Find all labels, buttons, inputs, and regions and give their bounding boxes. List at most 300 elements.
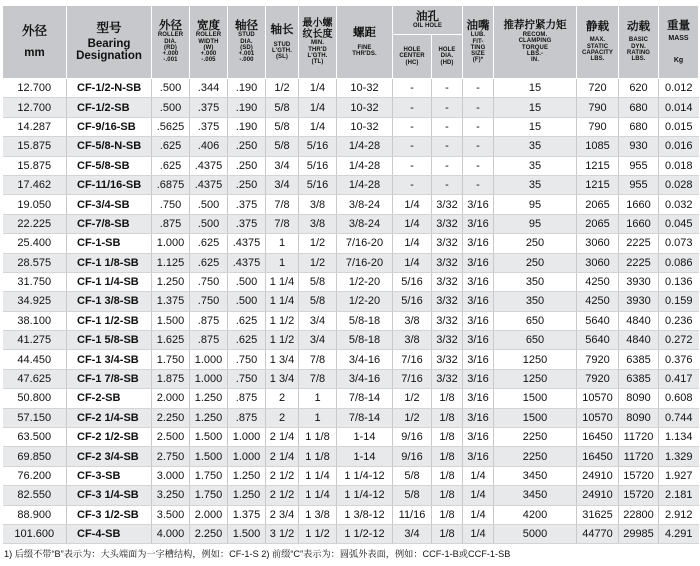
table-cell: 1-14 [337,447,393,466]
table-cell: 1/4 [299,79,337,98]
table-row [3,486,699,505]
table-cell: 5640 [577,311,619,330]
table-cell: - [432,117,463,136]
table-row [3,272,699,291]
table-cell: 5/8 [266,137,299,156]
table-cell: 10-32 [337,79,393,98]
header-static-en: LBS. [590,56,605,63]
table-cell: 1/2 [393,389,432,408]
table-cell: 0.016 [659,137,699,156]
table-cell: 10570 [577,408,619,427]
table-row [3,137,699,156]
table-body [3,79,699,544]
table-cell: .250 [228,175,266,194]
table-cell: 29985 [619,524,659,543]
part-number-cell: CF-3 1/4-SB [67,486,152,505]
header-thr [337,6,393,79]
table-cell: 7/16-20 [337,234,393,253]
header-od-unit: mm [24,46,45,59]
table-cell: 0.015 [659,117,699,136]
header-pn-zh: 型号 [96,21,122,36]
table-cell: 1 1/2 [266,331,299,350]
header-sd-en: (SD) [240,44,253,51]
table-cell: 0.073 [659,234,699,253]
table-row [3,331,699,350]
header-lub-zh: 油嘴 [466,20,490,33]
table-cell: 2.181 [659,486,699,505]
table-cell: 1/4 [393,253,432,272]
header-tl-en: (TL) [311,59,324,66]
table-cell: 2.000 [152,389,190,408]
part-number-cell: CF-1/2-N-SB [67,79,152,98]
table-cell: 650 [494,311,577,330]
table-cell: 1.500 [190,428,228,447]
table-cell: .250 [228,156,266,175]
table-cell: 3060 [577,253,619,272]
table-cell: 24910 [577,466,619,485]
header-rd-en: DIA. [164,38,177,45]
part-number-cell: CF-4-SB [67,524,152,543]
table-cell: 15 [494,117,577,136]
table-cell: 1.250 [228,486,266,505]
table-cell: 3/16 [463,331,494,350]
table-cell: 2 [266,389,299,408]
header-rw-en: (W) [203,44,214,51]
table-cell: 5/8 [299,272,337,291]
table-cell: 25.400 [3,234,67,253]
table-cell: 2.250 [152,408,190,427]
header-sl-zh: 轴长 [270,23,294,36]
table-cell: 1.329 [659,447,699,466]
table-cell: 3/16 [463,195,494,214]
table-cell: 5/16 [299,137,337,156]
table-cell: 620 [619,79,659,98]
table-cell: 1 3/8 [299,505,337,524]
table-cell: 4840 [619,331,659,350]
table-cell: 5/16 [299,175,337,194]
table-cell: 2 1/4 [266,447,299,466]
table-cell: 3/16 [463,389,494,408]
table-cell: 1.625 [152,331,190,350]
table-cell: 1.750 [152,350,190,369]
part-number-cell: CF-3-SB [67,466,152,485]
table-cell: - [432,175,463,194]
table-cell: 1/4 [393,195,432,214]
table-cell: 3/4 [299,311,337,330]
part-number-cell: CF-1 1/2-SB [67,311,152,330]
table-cell: 2 1/4 [266,428,299,447]
table-cell: 50.800 [3,389,67,408]
table-cell: .375 [190,98,228,117]
table-cell: 3/32 [432,292,463,311]
table-cell: 3/4 [393,524,432,543]
table-row [3,214,699,233]
table-row [3,466,699,485]
table-cell: 3/8 [299,195,337,214]
table-row [3,234,699,253]
table-cell: 3450 [494,466,577,485]
part-number-cell: CF-3 1/2-SB [67,505,152,524]
table-cell: 15.875 [3,156,67,175]
table-cell: 1.000 [152,234,190,253]
header-dynamic-en: LBS. [631,56,646,63]
header-tl-en: MIN. [310,40,325,47]
header-sd-en: STUD [238,32,255,39]
table-cell: 1.927 [659,466,699,485]
table-cell: - [463,117,494,136]
table-cell: 1 [299,389,337,408]
table-cell: 2250 [494,447,577,466]
table-cell: 3/16 [463,214,494,233]
table-cell: 57.150 [3,408,67,427]
header-od-zh: 外径 [21,24,47,39]
header-thr-en: THR'DS. [352,51,377,58]
table-cell: .625 [190,234,228,253]
header-rw-en: -.005 [201,57,216,64]
table-row [3,156,699,175]
table-cell: 7/16 [393,350,432,369]
table-cell: 2065 [577,195,619,214]
table-row [3,428,699,447]
header-thr-en: FINE [357,44,372,51]
header-hc-en: CENTER [399,53,425,60]
table-cell: 17.462 [3,175,67,194]
table-cell: .500 [228,292,266,311]
table-cell: .625 [152,156,190,175]
table-cell: 1 1/4-12 [337,466,393,485]
table-cell: 15720 [619,466,659,485]
header-rd-en: (RD) [163,44,178,51]
table-cell: - [393,79,432,98]
table-cell: 1660 [619,195,659,214]
table-cell: 3/32 [432,311,463,330]
table-cell: .344 [190,79,228,98]
header-torque-en: IN. [531,57,539,64]
header-torque-en: LBS.- [526,50,544,57]
table-cell: 7/8-14 [337,389,393,408]
table-cell: 47.625 [3,369,67,388]
table-cell: - [463,175,494,194]
table-cell: 1/8 [432,389,463,408]
header-mass-zh: 重量 [667,20,690,33]
header-hd-en: HOLE [438,47,456,54]
table-cell: 5/8-18 [337,331,393,350]
header-sl-en: STUD [273,41,291,48]
part-number-cell: CF-1/2-SB [67,98,152,117]
table-cell: 790 [577,117,619,136]
table-cell: 3/16 [463,292,494,311]
header-tl-en: THR'D [308,46,327,53]
table-cell: - [432,98,463,117]
table-cell: 0.744 [659,408,699,427]
table-cell: 88.900 [3,505,67,524]
header-hc-en: (HC) [405,59,419,66]
table-cell: 95 [494,195,577,214]
table-cell: 1250 [494,350,577,369]
table-cell: 1500 [494,408,577,427]
table-cell: 5000 [494,524,577,543]
table-cell: 3/4 [266,156,299,175]
table-cell: 3930 [619,272,659,291]
part-number-cell: CF-5/8-N-SB [67,137,152,156]
table-cell: 790 [577,98,619,117]
header-torque-en: TORQUE [521,44,549,51]
table-cell: .375 [228,195,266,214]
table-cell: 5/16 [393,292,432,311]
footnote: 1) 后缀不带“B”表示为：大头端面为一字槽结构，例如：CF-1-S 2) 前缀“C”表示为：圆弧外表面，例如：CCF-1-B或CCF-1-SB [4,549,511,559]
table-cell: 650 [494,331,577,350]
header-dynamic-en: DYN. [631,43,646,50]
header-lub-en: FIT- [472,38,484,45]
table-cell: 1/4 [393,234,432,253]
table-cell: 3/16 [463,350,494,369]
table-cell: 7920 [577,350,619,369]
table-cell: 3/16 [463,311,494,330]
table-cell: 7/16 [393,369,432,388]
table-cell: .375 [190,117,228,136]
table-cell: 7/8 [299,350,337,369]
part-number-cell: CF-1-SB [67,234,152,253]
header-pn-en1: Bearing [87,37,131,50]
table-cell: 1 1/2-12 [337,524,393,543]
part-number-cell: CF-2 1/2-SB [67,428,152,447]
table-cell: 5/8 [393,466,432,485]
table-cell: 3060 [577,234,619,253]
table-cell: 1.250 [228,466,266,485]
header-rw-zh: 宽度 [197,20,220,33]
table-cell: 2225 [619,234,659,253]
header-dynamic [619,6,659,79]
table-cell: 3/8 [393,311,432,330]
table-cell: 680 [619,98,659,117]
table-row [3,253,699,272]
table-cell: 1 1/8 [299,428,337,447]
table-cell: 7/16-20 [337,253,393,272]
table-cell: 3/32 [432,234,463,253]
table-cell: 1 3/8-12 [337,505,393,524]
table-cell: 35 [494,175,577,194]
table-cell: 1/8 [432,428,463,447]
table-cell: 3/4 [299,331,337,350]
table-cell: 7/8-14 [337,408,393,427]
table-cell: 5/8 [266,117,299,136]
table-row [3,79,699,98]
table-cell: 1215 [577,175,619,194]
table-cell: 3/32 [432,369,463,388]
header-od [3,6,67,79]
table-cell: 3/8 [393,331,432,350]
table-cell: 11/16 [393,505,432,524]
table-row [3,389,699,408]
table-cell: .6875 [152,175,190,194]
table-cell: 3/8-24 [337,195,393,214]
part-number-cell: CF-2 1/4-SB [67,408,152,427]
table-cell: 250 [494,234,577,253]
table-cell: .875 [152,214,190,233]
table-cell: .4375 [228,234,266,253]
table-cell: - [393,117,432,136]
table-cell: 1/2 [266,79,299,98]
header-oil [393,6,463,35]
table-row [3,408,699,427]
header-tl-en: L'GTH. [307,53,328,59]
header-lub [463,6,494,79]
table-cell: 1 [266,234,299,253]
table-cell: 2.000 [190,505,228,524]
header-mass-unit: Kg [673,56,684,64]
header-oil-en: OIL HOLE [412,22,443,29]
table-cell: 1.250 [190,408,228,427]
table-cell: 3/16 [463,272,494,291]
table-cell: 5/8 [393,486,432,505]
header-rw-en: ROLLER [195,32,222,39]
table-cell: 7/8 [299,369,337,388]
header-lub-en: TING [470,44,486,51]
table-row [3,311,699,330]
header-mass [659,6,699,79]
table-cell: 31625 [577,505,619,524]
table-cell: 22.225 [3,214,67,233]
header-tl-zh: 最小螺纹长度 [302,18,333,41]
table-cell: 0.086 [659,253,699,272]
table-cell: 1.125 [152,253,190,272]
table-cell: 1.000 [228,428,266,447]
table-cell: - [463,79,494,98]
part-number-cell: CF-9/16-SB [67,117,152,136]
table-cell: 1/8 [432,466,463,485]
part-number-cell: CF-5/8-SB [67,156,152,175]
table-cell: 0.417 [659,369,699,388]
part-number-cell: CF-1 3/8-SB [67,292,152,311]
table-cell: .750 [152,195,190,214]
header-rd-en: -.001 [163,57,178,64]
table-cell: 3.250 [152,486,190,505]
table-cell: 1.375 [228,505,266,524]
table-cell: 16450 [577,447,619,466]
table-cell: .4375 [190,175,228,194]
table-cell: .5625 [152,117,190,136]
table-cell: .625 [152,137,190,156]
table-cell: 1 1/2 [299,524,337,543]
table-cell: 3/32 [432,214,463,233]
table-cell: 3930 [619,292,659,311]
table-cell: 4200 [494,505,577,524]
table-cell: 250 [494,253,577,272]
table-cell: 1/4-28 [337,137,393,156]
table-cell: 1-14 [337,428,393,447]
part-number-cell: CF-1 1/4-SB [67,272,152,291]
table-cell: .375 [228,214,266,233]
table-cell: 15.875 [3,137,67,156]
table-cell: 930 [619,137,659,156]
table-cell: 35 [494,137,577,156]
table-cell: 1/4 [463,486,494,505]
table-cell: 22800 [619,505,659,524]
table-cell: .625 [228,311,266,330]
header-sl-en: L'GTH. [271,47,293,54]
table-cell: 3/16 [463,369,494,388]
table-cell: 8090 [619,408,659,427]
table-cell: 3/16 [463,428,494,447]
table-cell: 1 1/4 [266,272,299,291]
table-row [3,195,699,214]
table-cell: 1.750 [190,466,228,485]
table-cell: 69.850 [3,447,67,466]
header-hc-en: HOLE [403,47,421,54]
table-cell: 9/16 [393,447,432,466]
table-cell: 1/2-20 [337,292,393,311]
table-cell: 5/16 [299,156,337,175]
header-dynamic-en: BASIC [628,37,649,44]
header-torque-en: RECOM. [522,32,548,39]
table-cell: .406 [190,137,228,156]
table-cell: 1.875 [152,369,190,388]
table-cell: 1.250 [152,272,190,291]
table-cell: 10-32 [337,98,393,117]
table-cell: 16450 [577,428,619,447]
table-cell: - [432,79,463,98]
table-cell: .4375 [190,156,228,175]
table-cell: 0.236 [659,311,699,330]
header-thr-zh: 螺距 [353,26,376,39]
table-cell: - [463,156,494,175]
header-sl [266,6,299,79]
header-rd-zh: 外径 [159,20,182,33]
table-cell: 12.700 [3,98,67,117]
table-cell: 3/32 [432,331,463,350]
table-cell: .500 [228,272,266,291]
table-row [3,447,699,466]
header-rd [152,6,190,79]
table-cell: 3.000 [152,466,190,485]
table-cell: 15720 [619,486,659,505]
table-cell: - [393,98,432,117]
table-cell: 3/4 [266,175,299,194]
table-cell: - [463,137,494,156]
table-cell: 4.291 [659,524,699,543]
table-cell: 7920 [577,369,619,388]
header-sd-en: +.001 [238,51,255,58]
table-cell: 2 3/4 [266,505,299,524]
table-cell: - [463,98,494,117]
table-cell: 1.500 [190,447,228,466]
table-cell: 3/8-24 [337,214,393,233]
table-cell: 1.750 [190,486,228,505]
table-cell: 3/16 [463,253,494,272]
table-cell: - [432,156,463,175]
table-cell: 38.100 [3,311,67,330]
table-row [3,505,699,524]
table-cell: 1250 [494,369,577,388]
table-cell: 2.912 [659,505,699,524]
table-cell: 3/32 [432,350,463,369]
table-cell: .875 [190,311,228,330]
table-cell: 34.925 [3,292,67,311]
part-number-cell: CF-1 3/4-SB [67,350,152,369]
header-sd [228,6,266,79]
table-cell: .250 [228,137,266,156]
header-rw [190,6,228,79]
table-cell: 28.575 [3,253,67,272]
table-cell: 3450 [494,486,577,505]
table-cell: .190 [228,79,266,98]
header-rw-en: WIDTH [198,38,219,45]
table-cell: 95 [494,214,577,233]
table-cell: 0.376 [659,350,699,369]
header-static-en: MAX. [589,37,606,44]
table-cell: 1.500 [152,311,190,330]
table-cell: 350 [494,292,577,311]
